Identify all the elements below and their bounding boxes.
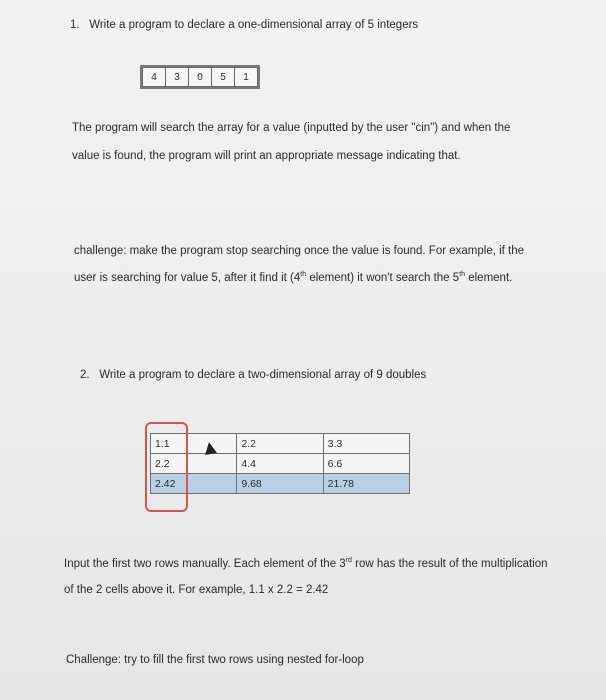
table-cell: 3.3 — [323, 434, 409, 454]
q1-description-line2: value is found, the program will print an appropriate message indicating that. — [72, 150, 461, 162]
table-row — [151, 434, 410, 454]
two-dimensional-array-table — [150, 433, 410, 494]
q2-description-line1 — [64, 556, 548, 572]
q1-heading — [70, 17, 418, 33]
q2-description-line2: of the 2 cells above it. For example, 1.1 x 2.2 = 2.42 — [64, 584, 329, 596]
table-cell: 2.42 — [151, 474, 237, 494]
q2-challenge: Challenge: try to fill the first two rows using nested for-loop — [66, 654, 364, 666]
table-cell: 2.2 — [151, 454, 237, 474]
table-cell: 1.1 — [151, 434, 237, 454]
table-cell: 21.78 — [323, 474, 409, 494]
array-cell: 3 — [166, 68, 189, 87]
array-cell: 1 — [235, 68, 258, 87]
table-cell: 4.4 — [237, 454, 323, 474]
array-cell: 0 — [189, 68, 212, 87]
q2-text-b: row has the result of the multiplication — [351, 558, 548, 570]
table-row-result — [151, 474, 410, 494]
q1-title: Write a program to declare a one-dimensional array of 5 integers — [89, 19, 419, 31]
challenge-text-b: element) it won't search the 5 — [306, 272, 460, 284]
q2-text-a: Input the first two rows manually. Each element of the 3 — [64, 558, 346, 570]
one-dimensional-array-table — [142, 67, 258, 87]
challenge-text-c: element. — [465, 272, 513, 284]
array-cell: 5 — [212, 68, 235, 87]
table-cell: 6.6 — [323, 454, 409, 474]
mouse-cursor-icon — [203, 441, 217, 455]
table-cell: 9.68 — [237, 474, 323, 494]
table-cell: 2.2 — [237, 434, 323, 454]
q2-number: 2. — [80, 369, 90, 381]
table-row — [151, 454, 410, 474]
superscript: th — [300, 271, 307, 279]
superscript: th — [459, 271, 466, 279]
q1-challenge-line1: challenge: make the program stop searching once the value is found. For example, if the — [74, 245, 525, 257]
q2-title: Write a program to declare a two-dimensional array of 9 doubles — [99, 369, 427, 381]
q1-description-line1: The program will search the array for a value (inputted by the user "cin") and when the — [72, 122, 511, 134]
q2-heading — [80, 367, 426, 383]
challenge-text-a: user is searching for value 5, after it find it (4 — [74, 272, 301, 284]
array-row — [143, 68, 258, 87]
q1-number: 1. — [70, 19, 80, 31]
array-cell: 4 — [143, 68, 166, 87]
first-column-highlight — [145, 422, 188, 512]
superscript: rd — [345, 557, 352, 565]
q1-challenge-line2 — [74, 270, 512, 286]
